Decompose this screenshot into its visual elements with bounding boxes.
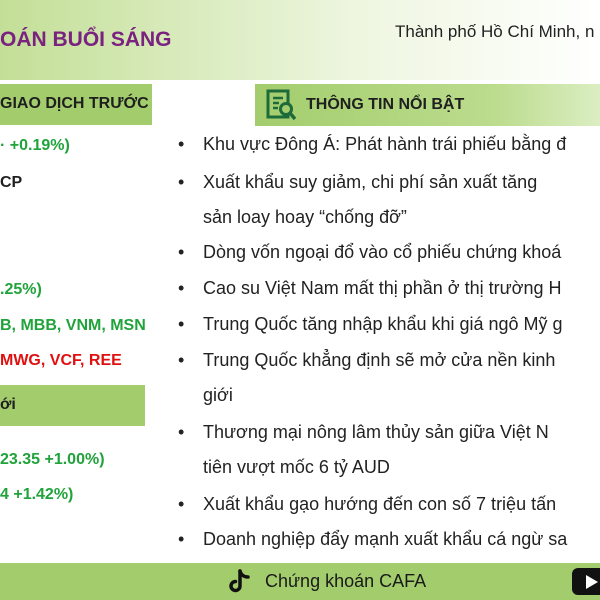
- news-item: Xuất khẩu gạo hướng đến con số 7 triệu tấn: [203, 494, 557, 514]
- news-item-continuation: tiên vượt mốc 6 tỷ AUD: [203, 457, 390, 477]
- news-item: Xuất khẩu suy giảm, chi phí sản xuất tăng: [203, 172, 538, 192]
- losers-list: MWG, VCF, REE: [0, 352, 122, 369]
- section-world-markets-title: ới: [0, 396, 16, 413]
- bullet-icon: •: [178, 172, 185, 192]
- bullet-icon: •: [178, 134, 185, 154]
- news-item: Trung Quốc khẳng định sẽ mở cửa nền kinh: [203, 350, 556, 370]
- bullet-icon: •: [178, 278, 185, 298]
- news-item: Dòng vốn ngoại đổ vào cổ phiếu chứng khoá: [203, 242, 562, 262]
- index-change: · +0.19%): [0, 137, 70, 154]
- news-item: Thương mại nông lâm thủy sản giữa Việt N: [203, 422, 549, 442]
- arrow-icon: ·: [0, 137, 10, 154]
- news-item: Trung Quốc tăng nhập khẩu khi giá ngô Mỹ g: [203, 314, 563, 334]
- news-item-continuation: giới: [203, 385, 233, 405]
- section-highlights-title: THÔNG TIN NỔI BẬT: [306, 96, 465, 113]
- volume-label: CP: [0, 174, 23, 191]
- location-date: Thành phố Hồ Chí Minh, n: [395, 22, 595, 41]
- index2-change: .25%): [0, 281, 42, 298]
- world-index-2: 4 +1.42%): [0, 486, 74, 503]
- footer-channel-name[interactable]: Chứng khoán CAFA: [265, 571, 427, 591]
- news-item: Doanh nghiệp đẩy mạnh xuất khẩu cá ngừ sa: [203, 529, 568, 549]
- news-item-continuation: sản loay hoay “chống đỡ”: [203, 207, 407, 227]
- youtube-icon[interactable]: [572, 568, 600, 595]
- news-item: Khu vực Đông Á: Phát hành trái phiếu bằng đ: [203, 134, 567, 154]
- gainers-list: B, MBB, VNM, MSN: [0, 317, 146, 334]
- news-item: Cao su Việt Nam mất thị phần ở thị trường H: [203, 278, 562, 298]
- world-index-1: 23.35 +1.00%): [0, 451, 105, 468]
- bullet-icon: •: [178, 422, 185, 442]
- bullet-icon: •: [178, 350, 185, 370]
- section-previous-session-title: GIAO DỊCH TRƯỚC: [0, 95, 149, 112]
- bullet-icon: •: [178, 242, 185, 262]
- news-icon: [266, 89, 296, 121]
- page-title: OÁN BUỔI SÁNG: [0, 28, 172, 51]
- section-previous-session: [0, 84, 152, 125]
- bullet-icon: •: [178, 529, 185, 549]
- bullet-icon: •: [178, 494, 185, 514]
- section-world-markets: [0, 385, 145, 426]
- bullet-icon: •: [178, 314, 185, 334]
- tiktok-icon[interactable]: [226, 569, 252, 595]
